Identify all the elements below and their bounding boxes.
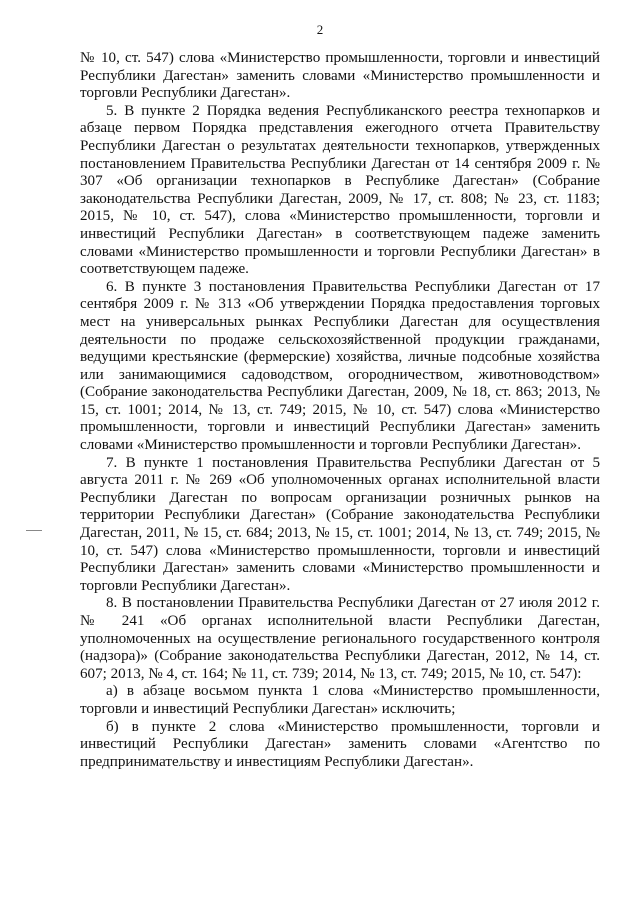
paragraph-item-6: 6. В пункте 3 постановления Правительства Республики Дагестан от 17 сентября 2009 г. № 313 «Об утверждении Порядка предоставления торговых мест на универсальных рынках Республики Дагестан для осуществления деятельности по продаже сельскохозяйственной продукции гражданами, ведущими крестьянские (фермерские) хозяйства, личные подсобные хозяйства или занимающимися садоводством, огородничеством, животноводством» (Собрание законодательства Республики Дагестан, 2009, № 18, ст. 863; 2013, № 15, ст. 1001; 2014, № 13, ст. 749; 2015, № 10, ст. 547) слова «Министерство промышленности, торговли и инвестиций Республики Дагестан» заменить словами «Министерство промышленности и торговли Республики Дагестан». <box>80 278 600 454</box>
paragraph-item-5: 5. В пункте 2 Порядка ведения Республиканского реестра технопарков и абзаце первом Порядка представления ежегодного отчета Правительству Республики Дагестан о результатах деятельности технопарков, утвержденных постановлением Правительства Республики Дагестан от 14 сентября 2009 г. № 307 «Об организации технопарков в Республике Дагестан» (Собрание законодательства Республики Дагестан, 2009, № 17, ст. 808; № 23, ст. 1183; 2015, № 10, ст. 547), слова «Министерство промышленности, торговли и инвестиций Республики Дагестан» в соответствующем падеже заменить словами «Министерство промышленности и торговли Республики Дагестан» в соответствующем падеже. <box>80 102 600 278</box>
paragraph-subitem-b: б) в пункте 2 слова «Министерство промышленности, торговли и инвестиций Республики Дагестан» заменить словами «Агентство по предпринимательству и инвестициям Республики Дагестан». <box>80 718 600 770</box>
paragraph-item-8: 8. В постановлении Правительства Республики Дагестан от 27 июля 2012 г. № 241 «Об органах исполнительной власти Республики Дагестан, уполномоченных на осуществление регионального государственного контроля (надзора)» (Собрание законодательства Республики Дагестан, 2012, № 14, ст. 607; 2013, № 4, ст. 164; № 11, ст. 739; 2014, № 13, ст. 749; 2015, № 10, ст. 547): <box>80 595 600 682</box>
margin-mark <box>26 530 42 532</box>
document-body <box>80 50 600 771</box>
paragraph-continuation: № 10, ст. 547) слова «Министерство промышленности, торговли и инвестиций Республики Дагестан» заменить словами «Министерство промышленности и торговли Республики Дагестан». <box>80 50 600 102</box>
page-number: 2 <box>316 22 324 37</box>
paragraph-subitem-a: а) в абзаце восьмом пункта 1 слова «Министерство промышленности, торговли и инвестиций Республики Дагестан» исключить; <box>80 683 600 717</box>
paragraph-item-7: 7. В пункте 1 постановления Правительства Республики Дагестан от 5 августа 2011 г. № 269 «Об уполномоченных органах исполнительной власти Республики Дагестан по вопросам организации розничных рынков на территории Республики Дагестан» (Собрание законодательства Республики Дагестан, 2011, № 15, ст. 684; 2013, № 15, ст. 1001; 2014, № 13, ст. 749; 2015, № 10, ст. 547) слова «Министерство промышленности, торговли и инвестиций Республики Дагестан» заменить словами «Министерство промышленности и торговли Республики Дагестан». <box>80 454 600 594</box>
